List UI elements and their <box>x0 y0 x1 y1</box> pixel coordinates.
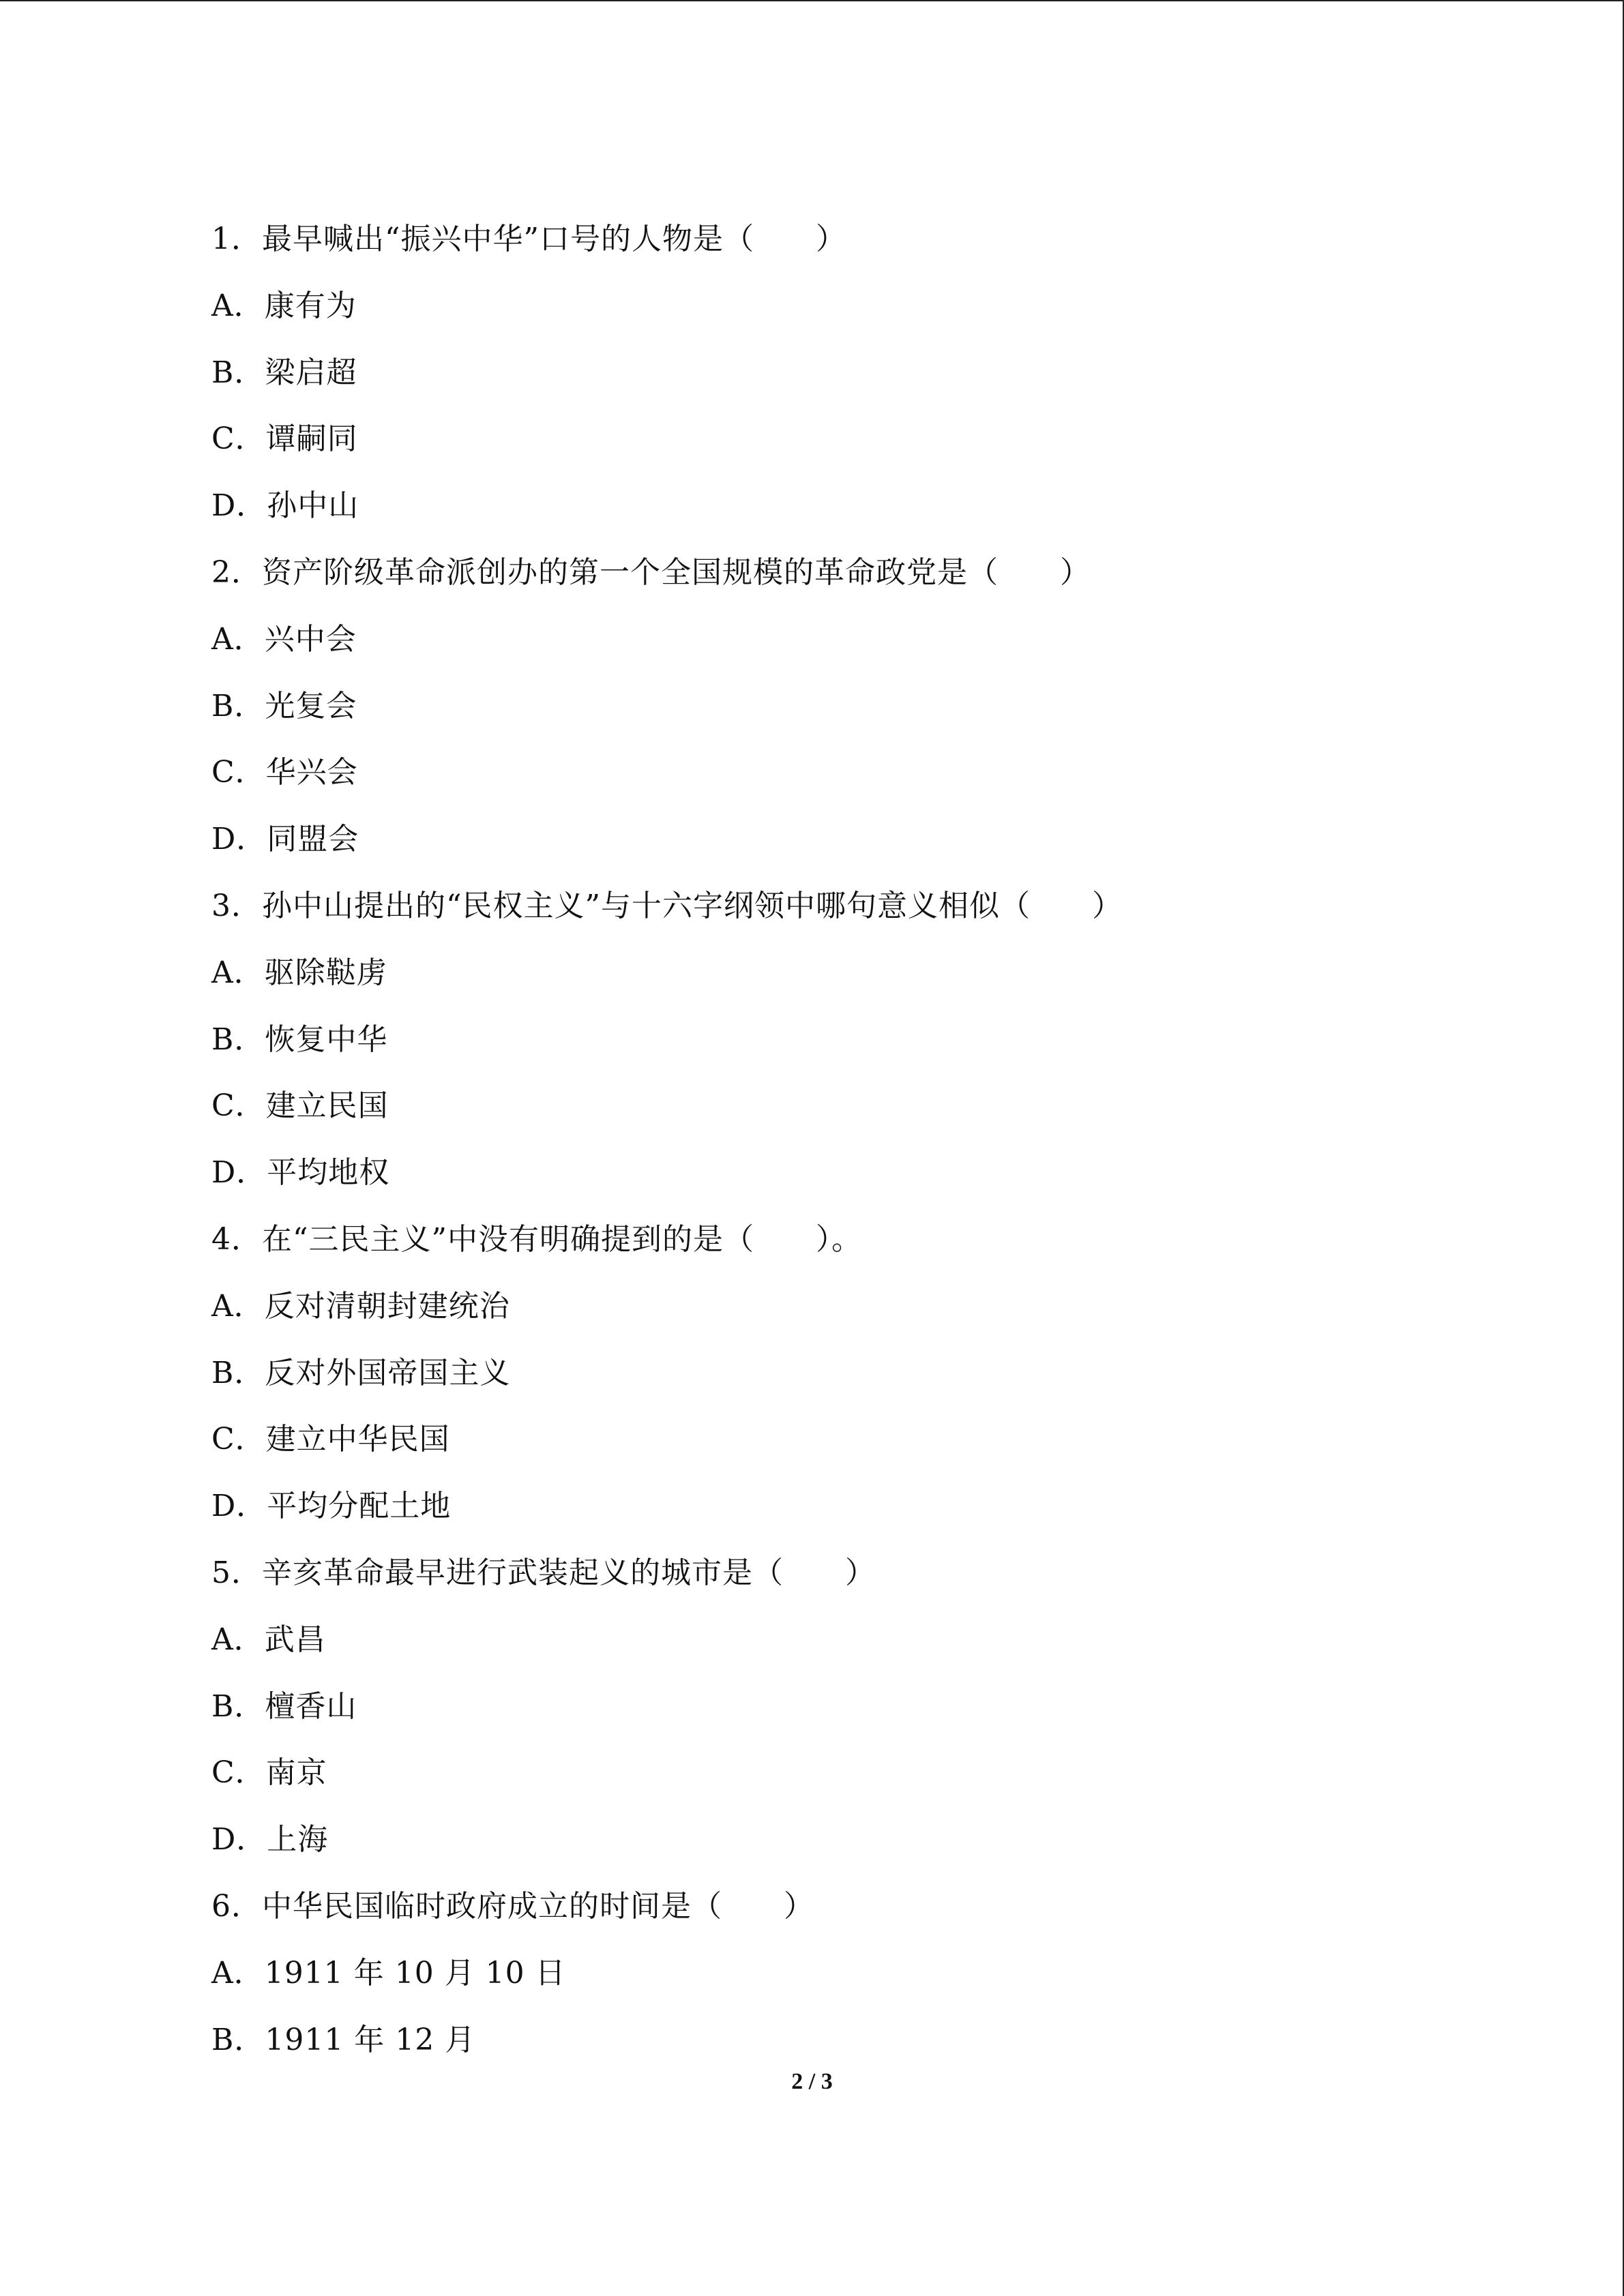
question-4-stem: 4．在“三民主义”中没有明确提到的是（ ）。 <box>211 1221 862 1257</box>
question-3-option-a: A．驱除鞑虏 <box>211 955 387 990</box>
question-4-option-d: D．平均分配土地 <box>211 1489 452 1524</box>
question-3-option-c: C．建立民国 <box>211 1088 389 1124</box>
question-2-option-d: D．同盟会 <box>211 822 359 857</box>
question-1-option-a: A．康有为 <box>211 288 357 323</box>
question-3-option-d: D．平均地权 <box>211 1155 390 1191</box>
question-5-stem: 5．辛亥革命最早进行武装起义的城市是（ ） <box>211 1555 876 1590</box>
question-4-option-b: B．反对外国帝国主义 <box>211 1355 511 1390</box>
question-1-option-c: C．谭嗣同 <box>211 421 358 457</box>
page-number: 2 / 3 <box>791 2069 833 2094</box>
question-1-option-b: B．梁启超 <box>211 355 357 390</box>
question-1-stem: 1．最早喊出“振兴中华”口号的人物是（ ） <box>211 222 846 256</box>
question-2-option-a: A．兴中会 <box>211 621 357 657</box>
question-1-option-d: D．孙中山 <box>211 488 359 524</box>
question-3-stem: 3．孙中山提出的“民权主义”与十六字纲领中哪句意义相似（ ） <box>211 888 1123 923</box>
question-6-option-a: A．1911 年 10 月 10 日 <box>211 1955 566 1991</box>
question-2-option-c: C．华兴会 <box>211 755 358 790</box>
question-6-stem: 6．中华民国临时政府成立的时间是（ ） <box>211 1888 814 1924</box>
question-5-option-b: B．檀香山 <box>211 1688 357 1724</box>
question-4-option-c: C．建立中华民国 <box>211 1422 450 1457</box>
question-4-option-a: A．反对清朝封建统治 <box>211 1288 510 1324</box>
question-2-option-b: B．光复会 <box>211 688 357 724</box>
question-5-option-a: A．武昌 <box>211 1622 326 1657</box>
question-list <box>211 206 1507 2073</box>
question-6-option-b: B．1911 年 12 月 <box>211 2022 476 2057</box>
question-3-option-b: B．恢复中华 <box>211 1022 388 1057</box>
question-5-option-c: C．南京 <box>211 1755 327 1791</box>
question-5-option-d: D．上海 <box>211 1822 329 1858</box>
question-2-stem: 2．资产阶级革命派创办的第一个全国规模的革命政党是（ ） <box>211 554 1091 590</box>
